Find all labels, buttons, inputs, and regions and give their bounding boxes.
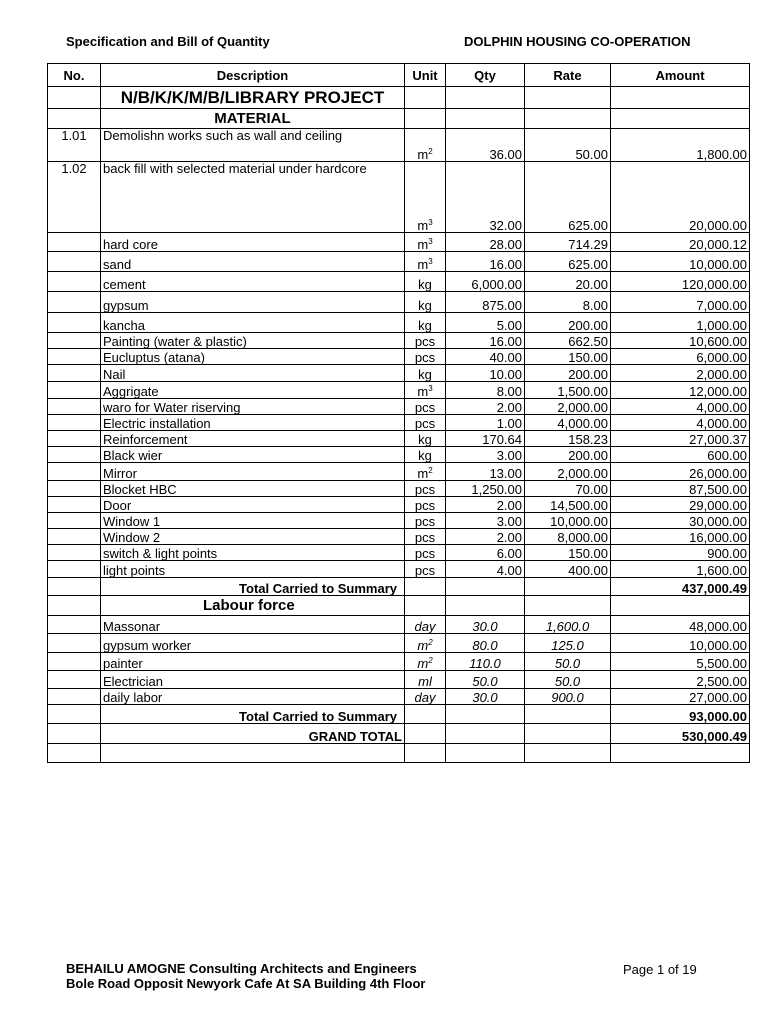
- item-description: Black wier: [101, 447, 405, 463]
- labour-row: [48, 671, 750, 689]
- item-qty: 3.00: [446, 513, 525, 529]
- item-amount: 26,000.00: [611, 463, 750, 481]
- footer-company: BEHAILU AMOGNE Consulting Architects and Engineers: [66, 961, 417, 976]
- labour-description: daily labor: [101, 689, 405, 705]
- material-row: [48, 497, 750, 513]
- material-row: [48, 463, 750, 481]
- unit-cell: [405, 689, 446, 705]
- item-rate: 14,500.00: [525, 497, 611, 513]
- labour-heading: Labour force: [101, 596, 405, 616]
- material-row: [48, 313, 750, 333]
- unit-text: pcs: [414, 498, 436, 513]
- col-header-unit: Unit: [405, 64, 446, 87]
- item-number: [48, 313, 101, 333]
- item-amount: 6,000.00: [611, 349, 750, 365]
- item-description: Window 2: [101, 529, 405, 545]
- item-qty: 5.00: [446, 313, 525, 333]
- unit-exponent: 3: [428, 237, 433, 246]
- material-row: [48, 545, 750, 561]
- empty-cell: [611, 596, 750, 616]
- unit-text: pcs: [414, 514, 436, 529]
- item-description: Blocket HBC: [101, 481, 405, 497]
- unit-cell: [405, 497, 446, 513]
- table-header-row: [48, 64, 750, 87]
- labour-amount: 10,000.00: [611, 634, 750, 653]
- empty-cell: [446, 705, 525, 724]
- labour-amount: 48,000.00: [611, 616, 750, 634]
- page-number: Page 1 of 19: [623, 962, 697, 977]
- empty-cell: [446, 724, 525, 744]
- unit-cell: [405, 671, 446, 689]
- labour-qty: 110.0: [446, 653, 525, 671]
- item-qty: 6,000.00: [446, 272, 525, 292]
- item-description: Door: [101, 497, 405, 513]
- unit-text: m: [417, 638, 429, 653]
- item-rate: 8,000.00: [525, 529, 611, 545]
- material-row: [48, 365, 750, 382]
- item-number: [48, 252, 101, 272]
- labour-description: painter: [101, 653, 405, 671]
- unit-text: m: [417, 257, 429, 272]
- item-description: Demolishn works such as wall and ceiling: [101, 129, 405, 162]
- unit-text: m: [417, 656, 429, 671]
- item-number: [48, 671, 101, 689]
- material-row: [48, 252, 750, 272]
- empty-cell: [611, 744, 750, 763]
- blank-row: [48, 744, 750, 763]
- item-amount: 120,000.00: [611, 272, 750, 292]
- unit-cell: [405, 545, 446, 561]
- col-header-no: No.: [48, 64, 101, 87]
- labour-amount: 5,500.00: [611, 653, 750, 671]
- empty-cell: [446, 596, 525, 616]
- labour-total-row-label: Total Carried to Summary: [101, 705, 405, 724]
- unit-cell: [405, 653, 446, 671]
- unit-text: m: [417, 218, 429, 233]
- material-row: [48, 382, 750, 399]
- unit-exponent: 2: [428, 466, 433, 475]
- material-total-row-label: Total Carried to Summary: [101, 578, 405, 596]
- item-qty: 2.00: [446, 399, 525, 415]
- col-header-amount: Amount: [611, 64, 750, 87]
- labour-rate: 900.0: [525, 689, 611, 705]
- unit-text: pcs: [414, 546, 436, 561]
- item-rate: 158.23: [525, 431, 611, 447]
- item-qty: 2.00: [446, 497, 525, 513]
- item-rate: 200.00: [525, 447, 611, 463]
- item-rate: 70.00: [525, 481, 611, 497]
- item-number: [48, 481, 101, 497]
- item-qty: 875.00: [446, 292, 525, 313]
- unit-text: kg: [418, 298, 432, 313]
- footer-address-clipped: [66, 976, 426, 991]
- item-number: [48, 545, 101, 561]
- item-amount: 7,000.00: [611, 292, 750, 313]
- item-description: Aggrigate: [101, 382, 405, 399]
- item-amount: 29,000.00: [611, 497, 750, 513]
- material-total-row: [48, 578, 750, 596]
- labour-rate: 125.0: [525, 634, 611, 653]
- project-title-row: [48, 87, 750, 109]
- labour-description: Electrician: [101, 671, 405, 689]
- item-qty: 36.00: [446, 129, 525, 162]
- unit-text: pcs: [414, 400, 436, 415]
- document-subtitle: Specification and Bill of Quantity: [66, 34, 270, 49]
- labour-description: gypsum worker: [101, 634, 405, 653]
- unit-text: day: [414, 690, 436, 705]
- item-amount: 4,000.00: [611, 415, 750, 431]
- empty-cell: [101, 744, 405, 763]
- empty-cell: [48, 596, 101, 616]
- item-rate: 714.29: [525, 233, 611, 252]
- item-qty: 16.00: [446, 333, 525, 349]
- unit-cell: [405, 399, 446, 415]
- item-amount: 10,600.00: [611, 333, 750, 349]
- item-amount: 20,000.12: [611, 233, 750, 252]
- item-description: Nail: [101, 365, 405, 382]
- item-rate: 10,000.00: [525, 513, 611, 529]
- unit-text: ml: [418, 674, 432, 689]
- empty-cell: [525, 724, 611, 744]
- labour-total-row-amount: 93,000.00: [611, 705, 750, 724]
- item-amount: 600.00: [611, 447, 750, 463]
- unit-cell: [405, 481, 446, 497]
- empty-cell: [405, 744, 446, 763]
- unit-text: m: [417, 466, 429, 481]
- item-number: [48, 365, 101, 382]
- unit-exponent: 3: [428, 384, 433, 393]
- material-row: [48, 513, 750, 529]
- unit-cell: [405, 333, 446, 349]
- empty-cell: [48, 578, 101, 596]
- col-header-qty: Qty: [446, 64, 525, 87]
- labour-rate: 50.0: [525, 671, 611, 689]
- item-qty: 170.64: [446, 431, 525, 447]
- unit-exponent: 3: [428, 257, 433, 266]
- unit-cell: [405, 313, 446, 333]
- material-row: [48, 349, 750, 365]
- item-rate: 2,000.00: [525, 399, 611, 415]
- item-number: [48, 272, 101, 292]
- unit-text: m: [417, 147, 429, 162]
- item-rate: 200.00: [525, 313, 611, 333]
- unit-cell: [405, 129, 446, 162]
- item-qty: 1,250.00: [446, 481, 525, 497]
- material-heading-row: [48, 109, 750, 129]
- item-amount: 4,000.00: [611, 399, 750, 415]
- material-total-row-amount: 437,000.49: [611, 578, 750, 596]
- unit-text: pcs: [414, 416, 436, 431]
- item-qty: 2.00: [446, 529, 525, 545]
- item-amount: 1,000.00: [611, 313, 750, 333]
- material-row: [48, 415, 750, 431]
- unit-cell: [405, 252, 446, 272]
- item-amount: 30,000.00: [611, 513, 750, 529]
- material-row: [48, 292, 750, 313]
- unit-cell: [405, 561, 446, 578]
- item-description: Painting (water & plastic): [101, 333, 405, 349]
- unit-exponent: 2: [428, 638, 433, 647]
- item-number: 1.01: [48, 129, 101, 162]
- material-row: [48, 272, 750, 292]
- empty-cell: [525, 578, 611, 596]
- item-amount: 900.00: [611, 545, 750, 561]
- item-rate: 50.00: [525, 129, 611, 162]
- client-name: DOLPHIN HOUSING CO-OPERATION: [464, 34, 691, 49]
- material-row: [48, 233, 750, 252]
- item-rate: 2,000.00: [525, 463, 611, 481]
- item-amount: 20,000.00: [611, 162, 750, 233]
- unit-text: pcs: [414, 350, 436, 365]
- labour-rate: 1,600.0: [525, 616, 611, 634]
- unit-text: kg: [418, 318, 432, 333]
- unit-text: pcs: [414, 334, 436, 349]
- empty-cell: [405, 578, 446, 596]
- item-description: kancha: [101, 313, 405, 333]
- unit-text: pcs: [414, 530, 436, 545]
- item-description: waro for Water riserving: [101, 399, 405, 415]
- project-title: N/B/K/K/M/B/LIBRARY PROJECT: [101, 87, 405, 109]
- labour-qty: 30.0: [446, 689, 525, 705]
- labour-total-row: [48, 705, 750, 724]
- item-amount: 1,600.00: [611, 561, 750, 578]
- labour-qty: 50.0: [446, 671, 525, 689]
- item-number: [48, 447, 101, 463]
- labour-heading-row: [48, 596, 750, 616]
- item-description: Eucluptus (atana): [101, 349, 405, 365]
- item-number: [48, 529, 101, 545]
- material-row: [48, 129, 750, 162]
- item-number: [48, 561, 101, 578]
- unit-text: pcs: [414, 482, 436, 497]
- item-qty: 1.00: [446, 415, 525, 431]
- unit-text: kg: [418, 448, 432, 463]
- item-number: [48, 233, 101, 252]
- unit-exponent: 3: [428, 218, 433, 227]
- item-number: [48, 689, 101, 705]
- unit-text: day: [414, 619, 436, 634]
- item-rate: 200.00: [525, 365, 611, 382]
- item-qty: 40.00: [446, 349, 525, 365]
- col-header-rate: Rate: [525, 64, 611, 87]
- item-rate: 625.00: [525, 162, 611, 233]
- item-description: back fill with selected material under hardcore: [101, 162, 405, 233]
- labour-amount: 2,500.00: [611, 671, 750, 689]
- unit-cell: [405, 292, 446, 313]
- item-description: hard core: [101, 233, 405, 252]
- labour-qty: 30.0: [446, 616, 525, 634]
- material-row: [48, 162, 750, 233]
- footer-address: Bole Road Opposit Newyork Cafe At SA Building 4th Floor: [66, 976, 426, 991]
- labour-qty: 80.0: [446, 634, 525, 653]
- unit-cell: [405, 415, 446, 431]
- grand-total-row: [48, 724, 750, 744]
- material-row: [48, 399, 750, 415]
- unit-cell: [405, 513, 446, 529]
- item-number: [48, 431, 101, 447]
- item-number: [48, 497, 101, 513]
- item-number: [48, 292, 101, 313]
- labour-row: [48, 689, 750, 705]
- item-number: 1.02: [48, 162, 101, 233]
- item-qty: 3.00: [446, 447, 525, 463]
- empty-cell: [48, 705, 101, 724]
- item-description: Window 1: [101, 513, 405, 529]
- empty-cell: [48, 724, 101, 744]
- item-qty: 13.00: [446, 463, 525, 481]
- unit-text: kg: [418, 367, 432, 382]
- unit-cell: [405, 272, 446, 292]
- unit-text: pcs: [414, 563, 436, 578]
- material-heading: MATERIAL: [101, 109, 405, 129]
- item-number: [48, 415, 101, 431]
- item-amount: 87,500.00: [611, 481, 750, 497]
- item-qty: 28.00: [446, 233, 525, 252]
- unit-cell: [405, 162, 446, 233]
- item-rate: 150.00: [525, 349, 611, 365]
- item-qty: 8.00: [446, 382, 525, 399]
- grand-total-row-amount: 530,000.49: [611, 724, 750, 744]
- material-row: [48, 561, 750, 578]
- unit-text: kg: [418, 277, 432, 292]
- item-number: [48, 382, 101, 399]
- unit-cell: [405, 463, 446, 481]
- material-row: [48, 481, 750, 497]
- unit-cell: [405, 349, 446, 365]
- item-number: [48, 513, 101, 529]
- unit-exponent: 2: [428, 147, 433, 156]
- unit-cell: [405, 431, 446, 447]
- item-rate: 662.50: [525, 333, 611, 349]
- item-description: sand: [101, 252, 405, 272]
- empty-cell: [525, 705, 611, 724]
- labour-description: Massonar: [101, 616, 405, 634]
- bill-of-quantity-table: [47, 63, 750, 763]
- col-header-description: Description: [101, 64, 405, 87]
- item-description: gypsum: [101, 292, 405, 313]
- item-description: Mirror: [101, 463, 405, 481]
- empty-cell: [446, 578, 525, 596]
- item-qty: 6.00: [446, 545, 525, 561]
- empty-cell: [405, 596, 446, 616]
- item-rate: 400.00: [525, 561, 611, 578]
- item-number: [48, 653, 101, 671]
- unit-text: kg: [418, 432, 432, 447]
- unit-cell: [405, 447, 446, 463]
- unit-cell: [405, 616, 446, 634]
- item-description: cement: [101, 272, 405, 292]
- item-description: Reinforcement: [101, 431, 405, 447]
- item-number: [48, 616, 101, 634]
- item-qty: 16.00: [446, 252, 525, 272]
- item-rate: 150.00: [525, 545, 611, 561]
- item-qty: 32.00: [446, 162, 525, 233]
- item-number: [48, 634, 101, 653]
- unit-text: m: [417, 384, 429, 399]
- item-amount: 12,000.00: [611, 382, 750, 399]
- item-number: [48, 333, 101, 349]
- item-rate: 4,000.00: [525, 415, 611, 431]
- labour-row: [48, 653, 750, 671]
- item-description: Electric installation: [101, 415, 405, 431]
- labour-rate: 50.0: [525, 653, 611, 671]
- item-amount: 10,000.00: [611, 252, 750, 272]
- empty-cell: [405, 724, 446, 744]
- item-description: light points: [101, 561, 405, 578]
- unit-exponent: 2: [428, 656, 433, 665]
- unit-cell: [405, 382, 446, 399]
- material-row: [48, 431, 750, 447]
- item-description: switch & light points: [101, 545, 405, 561]
- material-row: [48, 447, 750, 463]
- item-rate: 8.00: [525, 292, 611, 313]
- item-amount: 27,000.37: [611, 431, 750, 447]
- material-row: [48, 333, 750, 349]
- empty-cell: [525, 744, 611, 763]
- item-number: [48, 463, 101, 481]
- item-amount: 16,000.00: [611, 529, 750, 545]
- material-row: [48, 529, 750, 545]
- labour-row: [48, 634, 750, 653]
- item-amount: 2,000.00: [611, 365, 750, 382]
- labour-amount: 27,000.00: [611, 689, 750, 705]
- item-number: [48, 349, 101, 365]
- item-rate: 1,500.00: [525, 382, 611, 399]
- grand-total-row-label: GRAND TOTAL: [101, 724, 405, 744]
- unit-cell: [405, 529, 446, 545]
- unit-cell: [405, 233, 446, 252]
- empty-cell: [446, 744, 525, 763]
- empty-cell: [525, 596, 611, 616]
- item-rate: 625.00: [525, 252, 611, 272]
- item-qty: 10.00: [446, 365, 525, 382]
- unit-text: m: [417, 237, 429, 252]
- item-number: [48, 399, 101, 415]
- empty-cell: [48, 744, 101, 763]
- item-qty: 4.00: [446, 561, 525, 578]
- unit-cell: [405, 634, 446, 653]
- item-rate: 20.00: [525, 272, 611, 292]
- unit-cell: [405, 365, 446, 382]
- item-amount: 1,800.00: [611, 129, 750, 162]
- labour-row: [48, 616, 750, 634]
- empty-cell: [405, 705, 446, 724]
